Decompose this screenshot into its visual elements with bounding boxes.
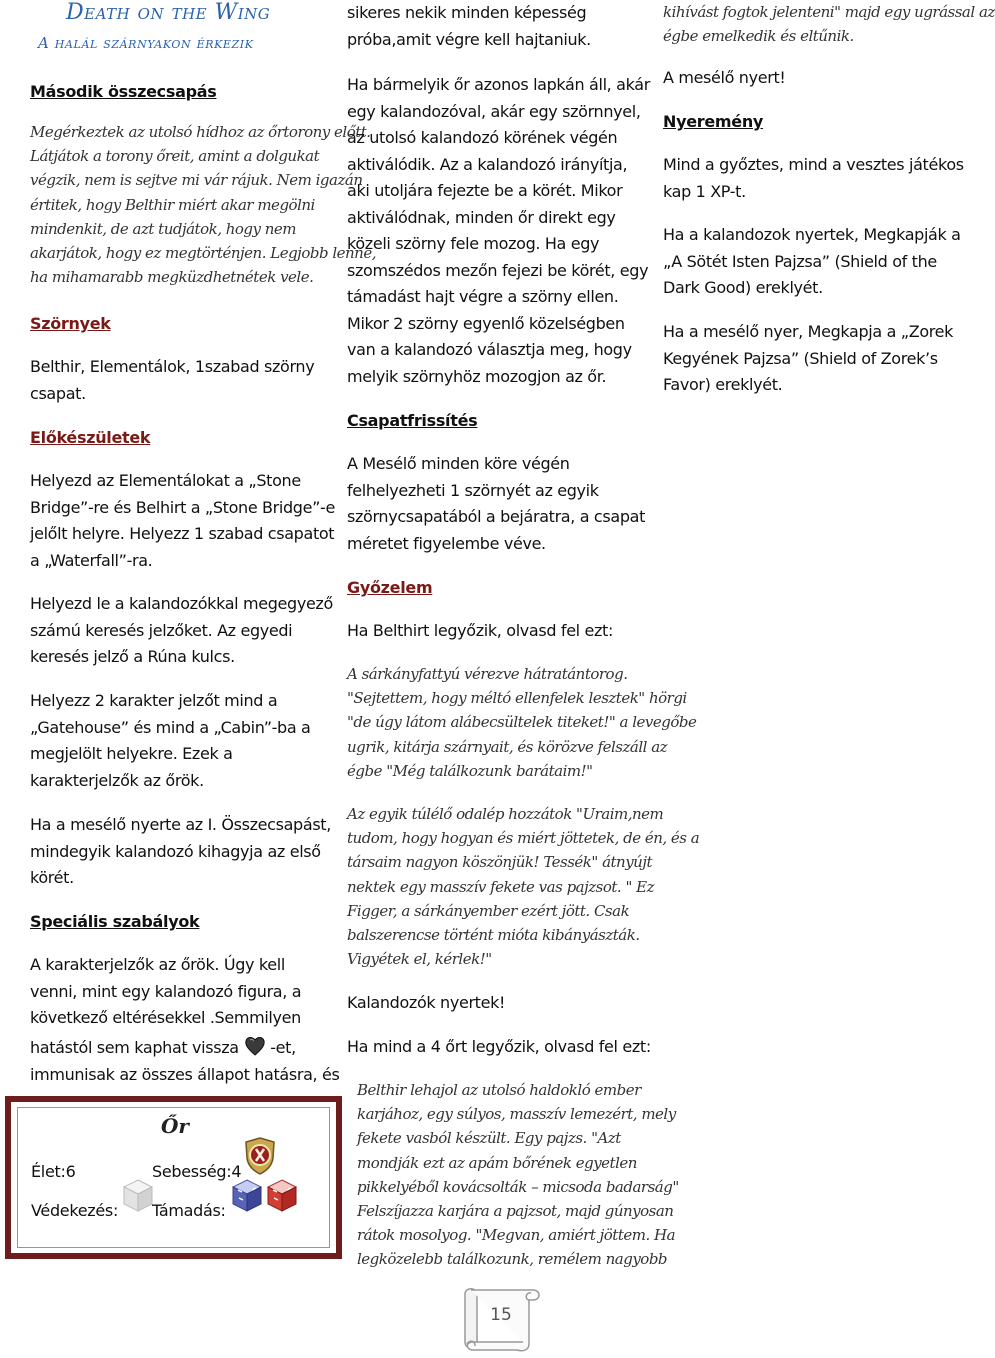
blue-attack-die-icon: [230, 1178, 264, 1218]
text-line: Ha bármelyik őr azonos lapkán áll, akár: [347, 75, 650, 94]
reward-paragraph-2: [663, 222, 961, 302]
text-line: Ha a mesélő nyer, Megkapja a „Zorek: [663, 322, 954, 341]
text-line: Dark Good) ereklyét.: [663, 278, 823, 297]
text-line: pikkelyéből kovácsolták – micsoda badarság": [357, 1177, 679, 1196]
text-line: aktiválódik. Az a kalandozó irányítja,: [347, 154, 628, 174]
guards-defeated-intro: Ha mind a 4 őrt legyőzik, olvasd fel ezt:: [347, 1037, 651, 1056]
text-line: méretet figyelembe véve.: [347, 533, 546, 553]
text-line: „Gatehouse” és mind a „Cabin”-ba a: [30, 717, 311, 737]
text-line: értitek, hogy Belthir miért akar megölni: [30, 195, 315, 214]
text-line: Helyezd az Elementálokat a „Stone: [30, 471, 301, 490]
stat-box-title: Őr: [161, 1114, 189, 1138]
text-line: Ha a mesélő nyerte az I. Összecsapást,: [30, 815, 331, 834]
text-line: Helyezd le a kalandozókkal megegyező: [30, 594, 333, 613]
text-line: karjához, egy súlyos, masszív lemezért, mely: [357, 1105, 676, 1124]
heading-encounter: Második összecsapás: [30, 82, 217, 101]
setup-paragraph-2: [30, 591, 333, 671]
text-line: Favor) ereklyét.: [663, 375, 783, 394]
victory-intro: Ha Belthirt legyőzik, olvasd fel ezt:: [347, 621, 614, 640]
setup-paragraph-4: [30, 812, 331, 892]
text-line: Ha a kalandozok nyertek, Megkapják a: [663, 225, 961, 244]
read-aloud-belthir-defeated: [347, 662, 696, 783]
special-rules-text: [30, 952, 301, 1032]
text-line: csapat.: [30, 383, 86, 403]
text-line: felhelyezheti 1 szörnyét az egyik: [347, 480, 599, 500]
text-line: megjelölt helyekre. Ezek a: [30, 744, 233, 763]
text-line: mindegyik kalandozó kihagyja az első: [30, 841, 321, 861]
text-line: fekete vasból készült. Egy pajzs. "Azt: [357, 1129, 621, 1148]
text-line: számú keresés jelzőket. Az egyedi: [30, 620, 293, 640]
reward-paragraph-3: [663, 319, 953, 399]
setup-paragraph-1: [30, 468, 335, 574]
text-line: Az egyik túlélő odalép hozzátok "Uraim,nem: [347, 805, 664, 823]
text-line: Figger, a sárkányember ezért jött. Csak: [347, 901, 630, 920]
text-line: "de úgy látom alábecsültelek titeket!" a levegőbe: [347, 713, 697, 732]
text-line: legközelebb találkozunk, remélem nagyobb: [357, 1250, 668, 1269]
dark-heart-icon: [244, 1035, 266, 1057]
text-line: kihívást fogtok jelenteni" majd egy ugrással az: [663, 3, 995, 21]
text-line: Belthir, Elementálok, 1szabad szörny: [30, 357, 315, 376]
text-line: akarjátok, hogy ez megtörténjen. Legjobb lenne,: [30, 244, 376, 263]
text-line: szörnycsapatából a bejáratra, a csapat: [347, 507, 645, 526]
text-line: az utolsó kalandozó körének végén: [347, 128, 618, 147]
text-line: következő eltérésekkel .Semmilyen: [30, 1008, 301, 1027]
overlord-win-text: A mesélő nyert!: [663, 68, 786, 87]
text-line: Mind a győztes, mind a vesztes játékos: [663, 155, 964, 174]
heading-reinforcements: Csapatfrissítés: [347, 411, 478, 430]
text-line: ha mihamarabb megküzdhetnétek vele.: [30, 268, 314, 287]
text-line: Felszíjazza karjára a pajzsot, majd gúnyosan: [357, 1202, 674, 1221]
text-line: égbe "Még találkozunk barátaim!": [347, 761, 593, 780]
guard-activation-rules: [347, 72, 650, 390]
heading-reward: Nyeremény: [663, 112, 764, 131]
header-title: Death on the Wing: [66, 0, 271, 25]
guard-stat-box: [5, 1096, 342, 1259]
text-line: Vigyétek el, kérlek!": [347, 950, 492, 969]
text-line: egy kalandozóval, akár egy szörnnyel,: [347, 101, 641, 121]
text-line: mindenkit, de azt tudjátok, hogy nem: [30, 219, 297, 238]
special-rules-line-icon: [30, 1035, 296, 1062]
text-line: aki utoljára fejezte be a körét. Mikor: [347, 181, 623, 200]
speed-shield-icon: [242, 1136, 278, 1180]
red-attack-die-icon: [265, 1178, 299, 1218]
text-line: Kegyének Pajzsa” (Shield of Zorek’s: [663, 348, 938, 368]
continued-text: [347, 0, 591, 53]
text-line: van a kalandozó választja meg, hogy: [347, 340, 632, 359]
heading-monsters: Szörnyek: [30, 314, 111, 333]
attack-stat: Támadás:: [152, 1201, 226, 1220]
text-line: közeli szörny fele mozog. Ha egy: [347, 234, 600, 253]
text-line: mondják ezt az apám bőrének egyetlen: [357, 1153, 637, 1172]
special-line-post: -et,: [270, 1038, 296, 1057]
heading-victory: Győzelem: [347, 578, 433, 597]
text-line: Bridge”-re és Belhirt a „Stone Bridge”-e: [30, 497, 335, 517]
text-line: melyik szörnyhöz mozogjon az őr.: [347, 366, 607, 386]
text-line: rátok mosolyog. "Megvan, amiért jöttem. Ha: [357, 1226, 676, 1245]
text-line: A Mesélő minden köre végén: [347, 454, 570, 473]
read-aloud-continued: [663, 0, 995, 48]
text-line: Megérkeztek az utolsó hídhoz az őrtorony előtt.: [30, 123, 371, 141]
read-aloud-survivor: [347, 802, 699, 971]
text-line: próba,amit végre kell hajtaniuk.: [347, 29, 591, 49]
life-stat: Élet:6: [31, 1162, 76, 1181]
text-line: keresés jelző a Rúna kulcs.: [30, 647, 235, 666]
heading-setup: Előkészületek: [30, 428, 151, 447]
reward-paragraph-1: [663, 152, 964, 205]
monsters-text: [30, 354, 314, 407]
text-line: kap 1 XP-t.: [663, 181, 746, 201]
text-line: "Sejtettem, hogy méltó ellenfelek lesztek" hörgi: [347, 689, 687, 708]
reinforcements-text: [347, 451, 645, 557]
page-number: 15: [490, 1305, 512, 1325]
text-line: Belthir lehajol az utolsó haldokló ember: [357, 1081, 641, 1099]
heading-special-rules: Speciális szabályok: [30, 912, 200, 931]
text-line: tudom, hogy hogyan és miért jöttetek, de én, és a: [347, 829, 700, 848]
special-line-pre: hatástól sem kaphat vissza: [30, 1038, 239, 1057]
text-line: A karakterjelzők az őrök. Úgy kell: [30, 955, 285, 974]
read-aloud-guards-defeated: [357, 1078, 679, 1272]
text-line: jelőlt helyre. Helyezz 1 szabad csapatot: [30, 524, 335, 543]
text-line: sikeres nekik minden képesség: [347, 3, 587, 22]
setup-paragraph-3: [30, 688, 311, 794]
special-rules-line-5: immunisak az összes állapot hatásra, és: [30, 1065, 340, 1084]
text-line: támadást hajt végre a szörny ellen.: [347, 287, 619, 306]
text-line: Látjátok a torony őreit, amint a dolgukat: [30, 147, 320, 166]
white-defense-die-icon: [121, 1178, 155, 1218]
text-line: végzik, nem is sejtve mi vár rájuk. Nem igazán: [30, 171, 363, 190]
text-line: ugrik, kitárja szárnyait, és körözve felszáll az: [347, 737, 668, 756]
text-line: balszerencse történt mióta kibányászták.: [347, 926, 640, 945]
speed-stat: Sebesség:4: [152, 1162, 242, 1181]
heroes-win-text: Kalandozók nyertek!: [347, 993, 506, 1012]
text-line: nektek egy masszív fekete vas pajzsot. " Ez: [347, 877, 654, 896]
text-line: aktiválódnak, minden őr direkt egy: [347, 207, 616, 227]
text-line: körét.: [30, 868, 74, 887]
text-line: társaim nagyon köszönjük! Tessék" átnyújt: [347, 853, 653, 872]
text-line: a „Waterfall”-ra.: [30, 550, 153, 570]
text-line: égbe emelkedik és eltűnik.: [663, 27, 854, 46]
text-line: Helyezz 2 karakter jelzőt mind a: [30, 691, 278, 710]
header-subtitle: A halál szárnyakon érkezik: [38, 34, 254, 52]
text-line: Mikor 2 szörny egyenlő közelségben: [347, 313, 625, 333]
text-line: „A Sötét Isten Pajzsa” (Shield of the: [663, 251, 937, 271]
intro-text: [30, 120, 376, 289]
text-line: A sárkányfattyú vérezve hátratántorog.: [347, 665, 628, 683]
text-line: venni, mint egy kalandozó figura, a: [30, 981, 302, 1001]
defense-stat: Védekezés:: [31, 1201, 119, 1220]
text-line: szomszédos mezőn fejezi be körét, egy: [347, 260, 649, 280]
text-line: karakterjelzők az őrök.: [30, 770, 204, 790]
